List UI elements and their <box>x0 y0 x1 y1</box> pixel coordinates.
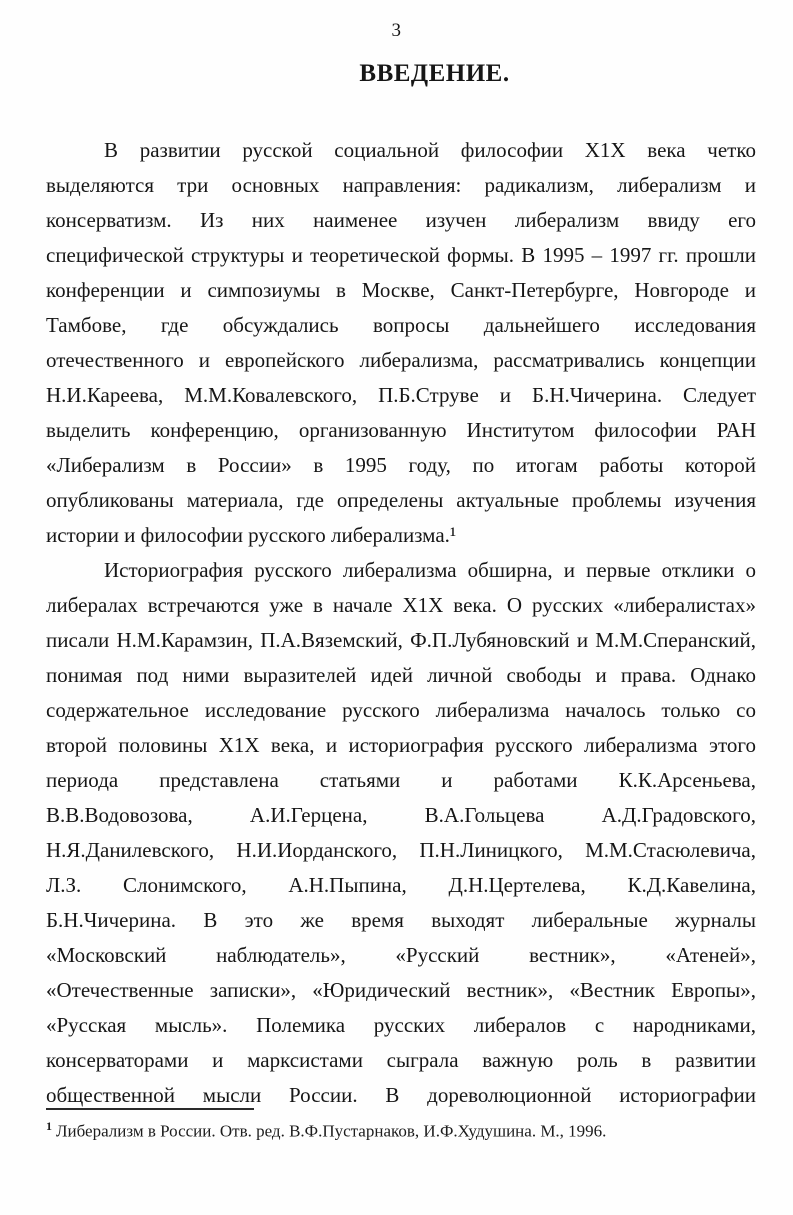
page-title: ВВЕДЕНИЕ. <box>359 60 510 87</box>
text-line: Б.Н.Чичерина. В это же время выходят либеральные журналы <box>46 908 756 932</box>
text-line: консерваторами и марксистами сыграла важную роль в развитии <box>46 1048 756 1072</box>
text-line: «Либерализм в России» в 1995 году, по итогам работы которой <box>46 453 756 477</box>
text-line: истории и философии русского либерализма.¹ <box>46 523 457 547</box>
paragraph <box>46 133 756 553</box>
text-line: В.В.Водовозова, А.И.Герцена, В.А.Гольцева А.Д.Градовского, <box>46 803 756 827</box>
text-line: «Русская мысль». Полемика русских либералов с народниками, <box>46 1013 756 1037</box>
paragraph <box>46 553 756 1113</box>
text-line: опубликованы материала, где определены актуальные проблемы изучения <box>46 488 756 512</box>
text-line: содержательное исследование русского либерализма началось только со <box>46 698 756 722</box>
text-line: «Московский наблюдатель», «Русский вестник», «Атеней», <box>46 943 756 967</box>
text-line: либералах встречаются уже в начале Х1Х века. О русских «либералистах» <box>46 593 756 617</box>
footnote <box>46 1108 746 1143</box>
text-line: выделить конференцию, организованную Институтом философии РАН <box>46 418 756 442</box>
text-line: выделяются три основных направления: радикализм, либерализм и <box>46 173 756 197</box>
text-line: общественной мысли России. В дореволюционной историографии <box>46 1083 756 1107</box>
text-line: второй половины Х1Х века, и историография русского либерализма этого <box>46 733 756 757</box>
body-text <box>46 133 756 1113</box>
text-line: отечественного и европейского либерализма, рассматривались концепции <box>46 348 756 372</box>
text-line: специфической структуры и теоретической формы. В 1995 – 1997 гг. прошли <box>46 243 756 267</box>
text-line: конференции и симпозиумы в Москве, Санкт-Петербурге, Новгороде и <box>46 278 756 302</box>
text-line: Историография русского либерализма обширна, и первые отклики о <box>104 558 756 582</box>
footnote-divider <box>46 1108 254 1110</box>
text-line: понимая под ними выразителей идей личной свободы и права. Однако <box>46 663 756 687</box>
footnote-text <box>46 1115 746 1143</box>
footnote-marker: 1 <box>46 1119 52 1133</box>
text-line: Тамбове, где обсуждались вопросы дальнейшего исследования <box>46 313 756 337</box>
text-line: писали Н.М.Карамзин, П.А.Вяземский, Ф.П.Лубяновский и М.М.Сперанский, <box>46 628 756 652</box>
footnote-citation: Либерализм в России. Отв. ред. В.Ф.Пустарнаков, И.Ф.Худушина. М., 1996. <box>56 1121 607 1141</box>
text-line: «Отечественные записки», «Юридический вестник», «Вестник Европы», <box>46 978 756 1002</box>
page-number: 3 <box>391 20 402 41</box>
text-line: консерватизм. Из них наименее изучен либерализм ввиду его <box>46 208 756 232</box>
text-line: Н.И.Кареева, М.М.Ковалевского, П.Б.Струве и Б.Н.Чичерина. Следует <box>46 383 756 407</box>
text-line: периода представлена статьями и работами К.К.Арсеньева, <box>46 768 756 792</box>
text-line: Н.Я.Данилевского, Н.И.Иорданского, П.Н.Линицкого, М.М.Стасюлевича, <box>46 838 756 862</box>
text-line: В развитии русской социальной философии Х1Х века четко <box>104 138 756 162</box>
text-line: Л.З. Слонимского, А.Н.Пыпина, Д.Н.Цертелева, К.Д.Кавелина, <box>46 873 756 897</box>
